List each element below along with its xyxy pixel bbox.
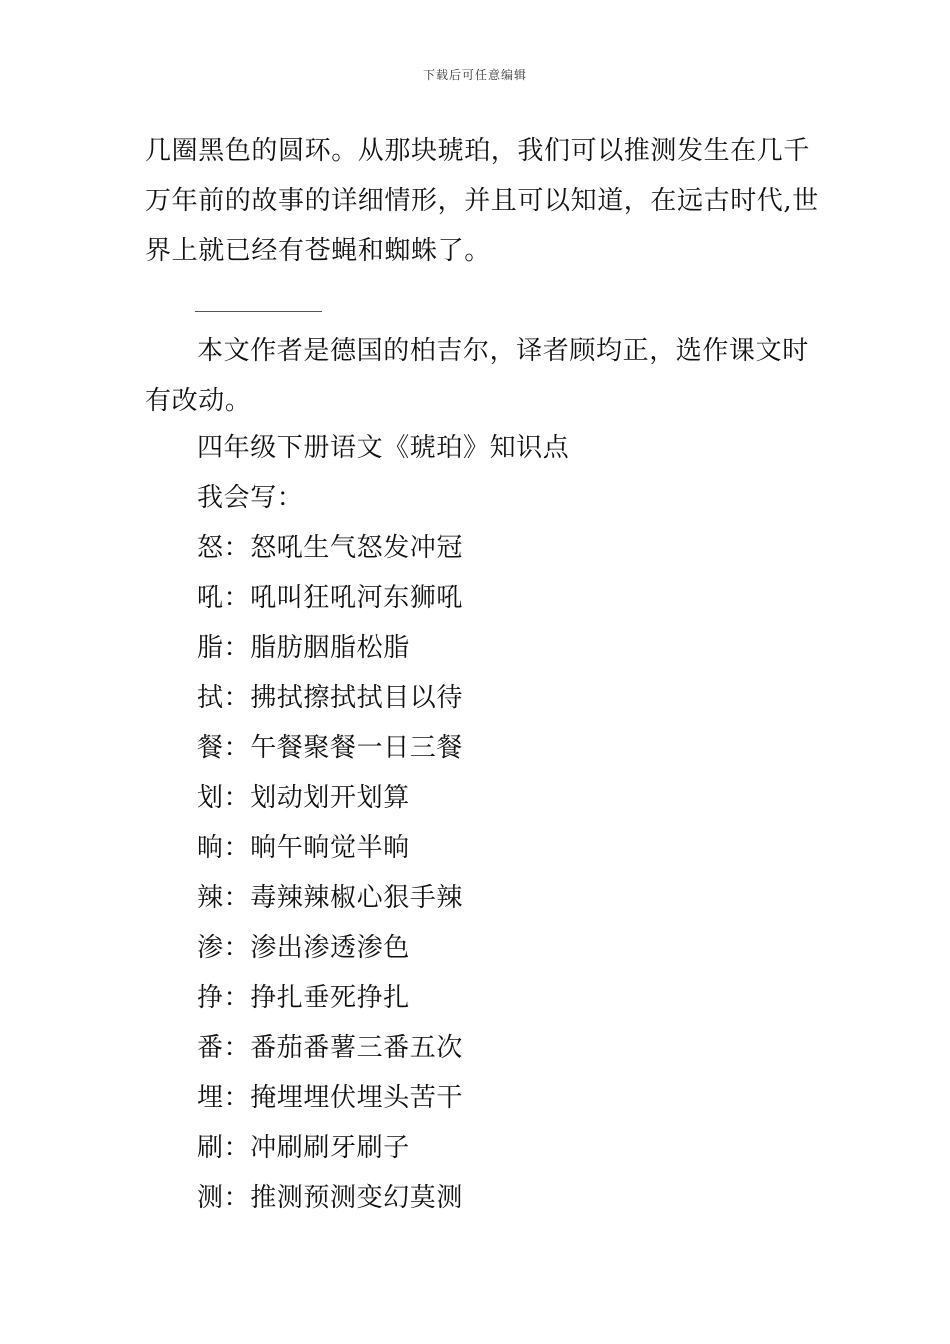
paragraph-line: 几圈黑色的圆环。从那块琥珀，我们可以推测发生在几千: [145, 136, 811, 166]
word-entry: 埋：掩埋埋伏埋头苦干: [197, 1083, 464, 1113]
word-entry: 怒：怒吼生气怒发冲冠: [197, 533, 464, 563]
page-header: 下载后可任意编辑: [422, 68, 527, 82]
word-entry: 拭：拂拭擦拭拭目以待: [197, 683, 464, 713]
word-entry: 渗：渗出渗透渗色: [197, 933, 410, 963]
word-entry: 辣：毒辣辣椒心狠手辣: [197, 883, 464, 913]
word-entry: 测：推测预测变幻莫测: [197, 1183, 464, 1213]
story-paragraph: [145, 126, 819, 276]
paragraph-line: 界上就已经有苍蝇和蜘蛛了。: [145, 236, 491, 266]
author-note: [145, 326, 815, 426]
word-entry: 番：番茄番薯三番五次: [197, 1033, 464, 1063]
word-entry: 划：划动划开划算: [197, 783, 410, 813]
note-line: 有改动。: [145, 386, 252, 416]
word-entry: 刷：冲刷刷牙刷子: [197, 1133, 410, 1163]
section-title: 四年级下册语文《琥珀》知识点: [197, 433, 570, 463]
word-entry: 挣：挣扎垂死挣扎: [197, 983, 410, 1013]
word-entry: 脂：脂肪胭脂松脂: [197, 633, 410, 663]
word-entry: 吼：吼叫狂吼河东狮吼: [197, 583, 464, 613]
paragraph-line: 万年前的故事的详细情形，并且可以知道，在远古时代,世: [145, 186, 819, 216]
word-entry: 餐：午餐聚餐一日三餐: [197, 733, 464, 763]
footnote-divider: [195, 311, 322, 312]
section-subtitle: 我会写：: [197, 483, 304, 513]
note-line: 本文作者是德国的柏吉尔，译者顾均正，选作课文时: [197, 336, 809, 366]
word-entry: 晌：晌午晌觉半晌: [197, 833, 410, 863]
knowledge-section: [197, 423, 797, 1223]
